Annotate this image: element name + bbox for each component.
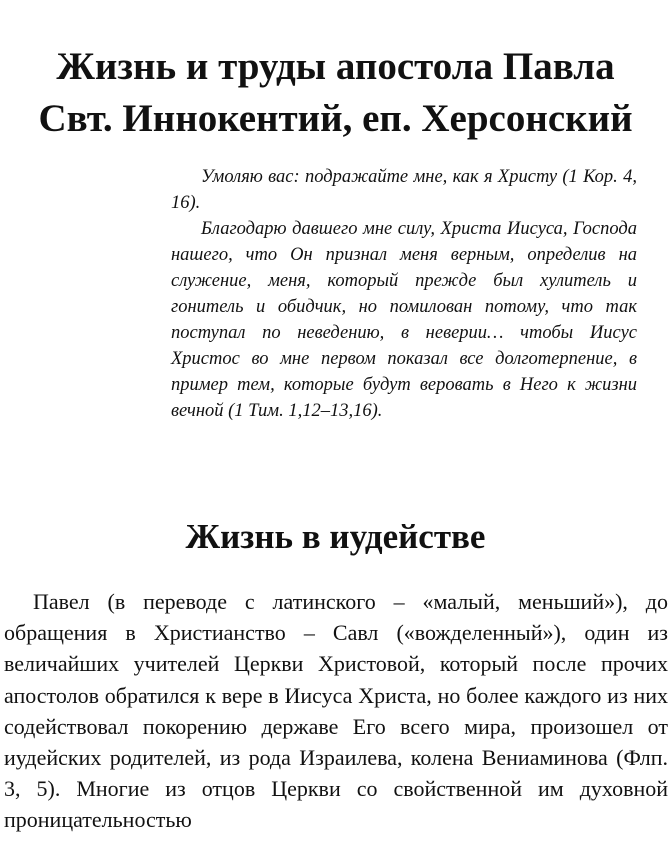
section-title: Жизнь в иудействе	[185, 517, 486, 556]
document-title-line-2: Свт. Иннокентий, еп. Херсонский	[38, 97, 633, 140]
epigraph-quote-1: Умоляю вас: подражайте мне, как я Христу (1 Кор. 4, 16).	[171, 167, 637, 213]
epigraph	[171, 164, 637, 424]
epigraph-quote-2: Благодарю давшего мне силу, Христа Иисуса, Господа нашего, что Он признал меня верным, определив на служение, меня, который прежде был хулитель и гонитель и обидчик, но помилован потому, что так поступал по неведению, в неверии… чтобы Иисус Христос во мне первом показал все долготерпение, в пример тем, которые будут веровать в Него к жизни вечной (1 Тим. 1,12–13,16).	[171, 219, 637, 421]
document-title-line-1: Жизнь и труды апостола Павла	[56, 45, 615, 88]
body-paragraph: Павел (в переводе с латинского – «малый, меньший»), до обращения в Христианство – Савл («вожделенный»), один из величайших учителей Церкви Христовой, который после прочих апостолов обратился к вере в Иисуса Христа, но более каждого из них содействовал покорению державе Его всего мира, произошел от иудейских родителей, из рода Израилева, колена Вениаминова (Флп. 3, 5). Многие из отцов Церкви со свойственной им духовной проницательностью	[4, 589, 668, 833]
